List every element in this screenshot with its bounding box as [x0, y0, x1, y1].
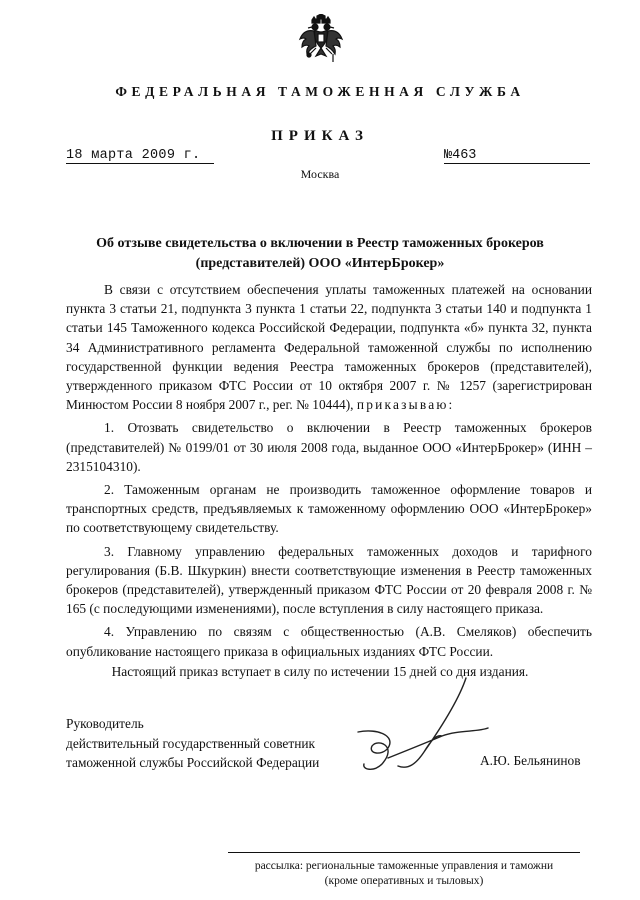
- agency-name: ФЕДЕРАЛЬНАЯ ТАМОЖЕННАЯ СЛУЖБА: [115, 84, 525, 99]
- signer-position-line-1: Руководитель: [66, 716, 144, 731]
- order-item-2: 2. Таможенным органам не производить таможенное оформление товаров и транспортных средств, предъявляемых к таможенному оформлению ООО «ИнтерБрокер» по соответствующему свидетельству.: [66, 482, 592, 536]
- order-item-4: 4. Управлению по связям с общественностью (А.В. Смеляков) обеспечить опубликование настоящего приказа в официальных изданиях ФТС России.: [66, 624, 592, 659]
- order-title-line-1: Об отзыве свидетельства о включении в Реестр таможенных брокеров: [96, 236, 544, 251]
- signer-name: А.Ю. Бельянинов: [480, 753, 581, 768]
- handwritten-signature-icon: [338, 672, 498, 782]
- distribution-line-2: (кроме оперативных и тыловых): [324, 875, 484, 887]
- document-type: ПРИКАЗ: [271, 128, 369, 144]
- distribution-line-1: рассылка: региональные таможенные управления и таможни: [254, 860, 554, 872]
- effective-date-clause: Настоящий приказ вступает в силу по истечении 15 дней со дня издания.: [111, 664, 529, 679]
- signer-position-line-2: действительный государственный советник: [66, 735, 316, 751]
- order-title: [80, 234, 560, 274]
- city: Москва: [300, 167, 340, 181]
- order-item-1: 1. Отозвать свидетельство о включении в Реестр таможенных брокеров (представителей) № 0199/01 от 30 июля 2008 года, выданное ООО «ИнтерБрокер» (ИНН – 2315104310).: [66, 420, 592, 474]
- distribution-list: [228, 852, 580, 889]
- preamble-paragraph: [66, 280, 592, 414]
- preamble-text: В связи с отсутствием обеспечения уплаты таможенных платежей на основании пункта 3 статьи 21, подпункта 3 пункта 1 статьи 22, подпункта 3 статьи 140 и подпункта 1 статьи 145 Таможенного кодекса Российской Федерации, подпункта «б» пункта 32, пункта 34 Административного регламента Федеральной таможенной службы по исполнению государственной функции ведения Реестра таможенных брокеров (представителей), утвержденного приказом ФТС России от 10 октября 2007 г. № 1257 (зарегистрирован Минюстом России 8 ноября 2007 г., рег. № 10444),: [66, 282, 592, 413]
- order-word: приказываю:: [356, 397, 455, 413]
- order-item-3: 3. Главному управлению федеральных таможенных доходов и тарифного регулирования (Б.В. Шкуркин) внести соответствующие изменения в Реестр таможенных брокеров (представителей), утвержденный приказом ФТС России от 20 февраля 2008 г. № 165 (с последующими изменениями), после вступления в силу настоящего приказа.: [66, 543, 592, 617]
- order-body: [66, 280, 592, 661]
- order-title-line-2: (представителей) ООО «ИнтерБрокер»: [195, 256, 445, 271]
- signer-position-line-3: таможенной службы Российской Федерации: [66, 755, 320, 770]
- order-number: №463: [444, 148, 590, 164]
- signer-block: [66, 714, 319, 773]
- russian-emblem-icon: [297, 14, 345, 68]
- order-date: 18 марта 2009 г.: [66, 148, 214, 164]
